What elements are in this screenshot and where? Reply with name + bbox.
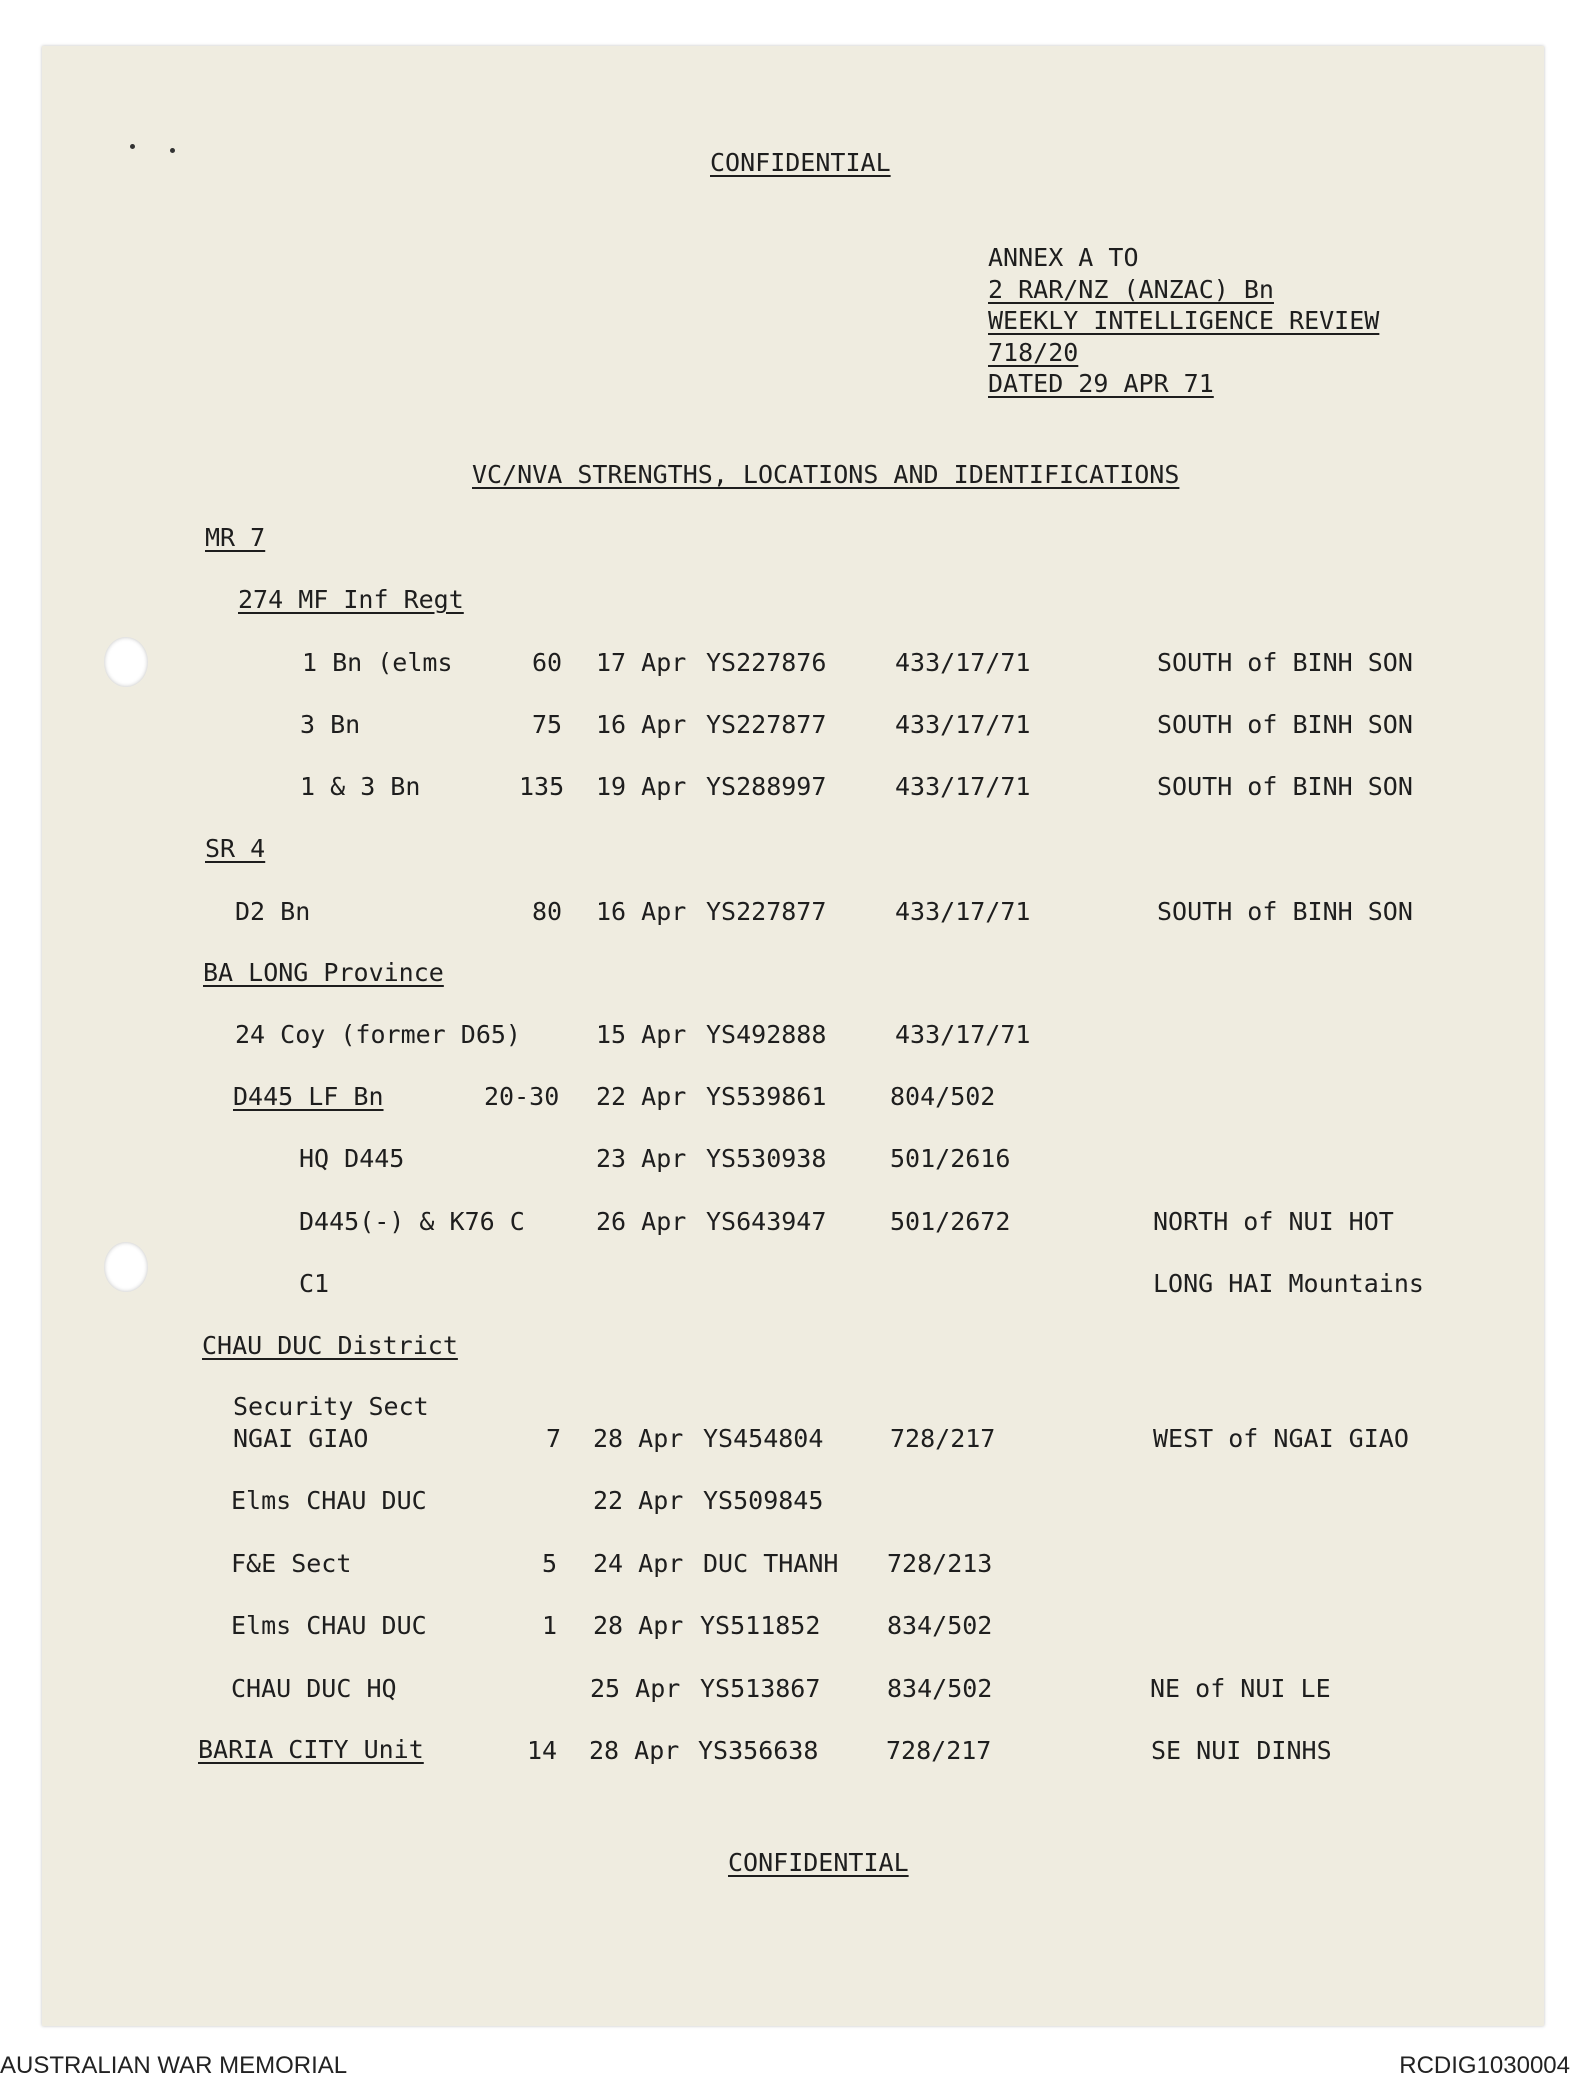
unit-strength: 7 — [546, 1424, 562, 1453]
unit-strength: 75 — [532, 710, 563, 739]
speck-mark — [130, 144, 135, 149]
source-reference: 501/2672 — [890, 1207, 1011, 1236]
document-title: VC/NVA STRENGTHS, LOCATIONS AND IDENTIFICATIONS — [472, 460, 1180, 489]
location-note: WEST of NGAI GIAO — [1153, 1424, 1409, 1453]
grid-reference: YS509845 — [703, 1486, 824, 1515]
annex-line-4: 718/20 — [988, 338, 1079, 367]
location-note: NE of NUI LE — [1150, 1674, 1331, 1703]
source-reference: 433/17/71 — [895, 710, 1031, 739]
grid-reference: YS454804 — [703, 1424, 824, 1453]
report-date: 28 Apr — [593, 1424, 684, 1453]
report-date: 28 Apr — [589, 1736, 680, 1765]
unit-name: HQ D445 — [299, 1144, 405, 1173]
source-reference: 433/17/71 — [895, 648, 1031, 677]
annex-line-2: 2 RAR/NZ (ANZAC) Bn — [988, 275, 1274, 304]
unit-name: D445 LF Bn — [233, 1082, 384, 1111]
report-date: 28 Apr — [593, 1611, 684, 1640]
location-note: NORTH of NUI HOT — [1153, 1207, 1394, 1236]
unit-strength: 1 — [542, 1611, 558, 1640]
grid-reference: YS539861 — [706, 1082, 827, 1111]
report-date: 16 Apr — [596, 897, 687, 926]
confidential-header: CONFIDENTIAL — [710, 148, 891, 177]
speck-mark — [170, 148, 175, 153]
unit-name: CHAU DUC HQ — [231, 1674, 397, 1703]
report-date: 25 Apr — [590, 1674, 681, 1703]
report-date: 15 Apr — [596, 1020, 687, 1049]
section-sr4: SR 4 — [205, 834, 266, 863]
grid-reference: YS288997 — [706, 772, 827, 801]
annex-line-3: WEEKLY INTELLIGENCE REVIEW — [988, 306, 1380, 335]
section-274-regt: 274 MF Inf Regt — [238, 585, 464, 614]
location-note: SOUTH of BINH SON — [1157, 772, 1413, 801]
source-reference: 728/217 — [890, 1424, 996, 1453]
source-reference: 728/213 — [887, 1549, 993, 1578]
section-ba-long: BA LONG Province — [203, 958, 444, 987]
unit-name: 24 Coy (former D65) — [235, 1020, 521, 1049]
section-mr7: MR 7 — [205, 523, 266, 552]
location-note: LONG HAI Mountains — [1153, 1269, 1424, 1298]
section-baria-city: BARIA CITY Unit — [198, 1735, 424, 1764]
unit-name: 1 & 3 Bn — [300, 772, 421, 801]
grid-reference: YS492888 — [706, 1020, 827, 1049]
unit-strength: 14 — [527, 1736, 558, 1765]
source-reference: 804/502 — [890, 1082, 996, 1111]
confidential-footer: CONFIDENTIAL — [728, 1848, 909, 1877]
grid-reference: YS513867 — [700, 1674, 821, 1703]
source-reference: 728/217 — [886, 1736, 992, 1765]
unit-strength: 80 — [532, 897, 563, 926]
unit-name: Elms CHAU DUC — [231, 1486, 427, 1515]
unit-name: D445(-) & K76 C — [299, 1207, 525, 1236]
report-date: 16 Apr — [596, 710, 687, 739]
unit-name: Elms CHAU DUC — [231, 1611, 427, 1640]
grid-reference: DUC THANH — [703, 1549, 839, 1578]
annex-line-5: DATED 29 APR 71 — [988, 369, 1214, 398]
unit-name: 1 Bn (elms — [302, 648, 453, 677]
unit-name: C1 — [299, 1269, 330, 1298]
unit-name: D2 Bn — [235, 897, 311, 926]
report-date: 23 Apr — [596, 1144, 687, 1173]
unit-strength: 20-30 — [484, 1082, 560, 1111]
grid-reference: YS530938 — [706, 1144, 827, 1173]
unit-name: 3 Bn — [300, 710, 361, 739]
unit-name-line-2: NGAI GIAO — [233, 1424, 369, 1453]
archive-footer-left: AUSTRALIAN WAR MEMORIAL — [0, 2052, 348, 2079]
source-reference: 501/2616 — [890, 1144, 1011, 1173]
grid-reference: YS227876 — [706, 648, 827, 677]
report-date: 22 Apr — [593, 1486, 684, 1515]
section-chau-duc: CHAU DUC District — [202, 1331, 458, 1360]
punch-hole-top — [104, 637, 148, 687]
location-note: SOUTH of BINH SON — [1157, 710, 1413, 739]
annex-line-1: ANNEX A TO — [988, 243, 1139, 272]
location-note: SE NUI DINHS — [1151, 1736, 1332, 1765]
archive-footer-right: RCDIG1030004 — [1399, 2052, 1570, 2079]
source-reference: 433/17/71 — [895, 897, 1031, 926]
report-date: 22 Apr — [596, 1082, 687, 1111]
report-date: 19 Apr — [596, 772, 687, 801]
source-reference: 834/502 — [887, 1674, 993, 1703]
location-note: SOUTH of BINH SON — [1157, 897, 1413, 926]
grid-reference: YS511852 — [700, 1611, 821, 1640]
unit-name: Security Sect — [233, 1392, 429, 1421]
report-date: 17 Apr — [596, 648, 687, 677]
grid-reference: YS643947 — [706, 1207, 827, 1236]
punch-hole-bottom — [104, 1242, 148, 1292]
report-date: 26 Apr — [596, 1207, 687, 1236]
unit-name: F&E Sect — [231, 1549, 352, 1578]
location-note: SOUTH of BINH SON — [1157, 648, 1413, 677]
unit-strength: 60 — [532, 648, 563, 677]
unit-strength: 135 — [519, 772, 565, 801]
grid-reference: YS227877 — [706, 897, 827, 926]
report-date: 24 Apr — [593, 1549, 684, 1578]
source-reference: 433/17/71 — [895, 1020, 1031, 1049]
grid-reference: YS227877 — [706, 710, 827, 739]
unit-strength: 5 — [542, 1549, 558, 1578]
source-reference: 433/17/71 — [895, 772, 1031, 801]
grid-reference: YS356638 — [698, 1736, 819, 1765]
source-reference: 834/502 — [887, 1611, 993, 1640]
